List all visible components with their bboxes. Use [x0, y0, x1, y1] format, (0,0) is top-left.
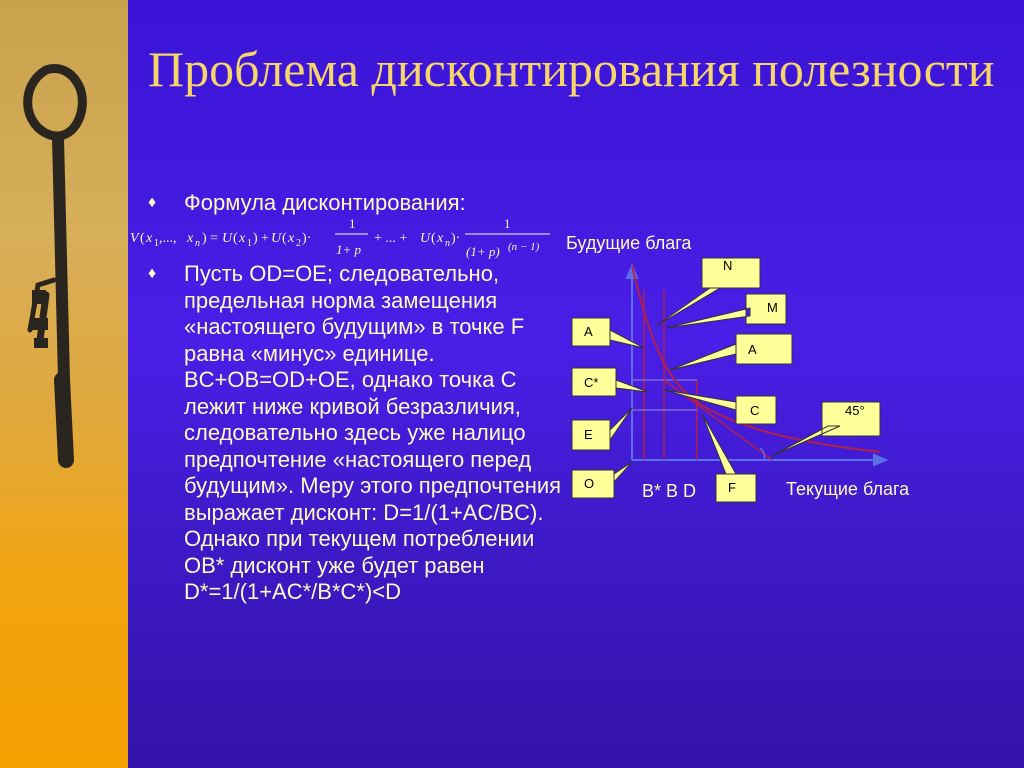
svg-text:(: ( — [140, 231, 145, 246]
callout-A-left — [572, 318, 644, 348]
svg-text:x: x — [187, 231, 194, 246]
discount-formula — [128, 214, 558, 262]
svg-text:+ ... +: + ... + — [374, 231, 408, 246]
svg-text:x: x — [239, 231, 246, 246]
callout-A-right — [670, 334, 792, 370]
key-icon — [0, 0, 128, 768]
svg-text:2: 2 — [296, 238, 301, 249]
slide-title: Проблема дисконтирования полезности — [148, 41, 995, 97]
bullet-text: Пусть OD=OE; следовательно, предельная норма замещения «настоящего будущим» в точке F равна «минус» единице. BC+OB=OD+OE, однако точка C лежит ниже кривой безразличия, следовательно здесь уже налицо предпочтение «настоящего перед будущим». Меру этого предпочтения выражает дисконт: D=1/(1+AC/BC). Однако при текущем потреблении OB* дисконт уже будет равен D*=1/(1+AC*/B*C*)<D — [184, 261, 562, 604]
callout-E — [572, 408, 632, 450]
formula-V: V — [130, 231, 139, 246]
x-axis-label: Текущие блага — [786, 479, 910, 499]
y-axis-label: Будущие блага — [566, 233, 692, 253]
svg-text:U: U — [420, 231, 431, 246]
label-A-right: A — [748, 342, 757, 357]
svg-text:,...,: ,..., — [159, 231, 177, 246]
svg-text:1: 1 — [349, 216, 356, 231]
x-axis-points: B* B D — [642, 481, 697, 501]
svg-text:(: ( — [282, 231, 287, 246]
svg-text:1: 1 — [247, 238, 252, 249]
label-C: C — [750, 403, 760, 418]
label-M: M — [767, 300, 778, 315]
svg-text:1+ p: 1+ p — [336, 242, 362, 257]
label-Cstar: C* — [584, 375, 599, 390]
svg-text:)·: )· — [451, 231, 461, 246]
svg-text:(1+ p): (1+ p) — [466, 244, 500, 259]
svg-text:(: ( — [431, 231, 436, 246]
svg-text:(n − 1): (n − 1) — [508, 241, 540, 253]
svg-text:U: U — [271, 231, 282, 246]
bullet-text: Формула дисконтирования: — [184, 190, 466, 215]
indifference-curve-diagram — [560, 230, 960, 520]
decorative-side-panel — [0, 0, 128, 768]
svg-text:U: U — [222, 231, 233, 246]
angle-arc — [760, 448, 765, 460]
label-E: E — [584, 427, 593, 442]
svg-text:=: = — [210, 231, 218, 246]
svg-text:x: x — [437, 231, 444, 246]
svg-text:x: x — [288, 231, 295, 246]
svg-text:): ) — [253, 231, 258, 246]
label-O: O — [584, 476, 595, 491]
svg-text:): ) — [202, 231, 207, 246]
guide-lines — [632, 290, 697, 460]
svg-text:1: 1 — [504, 216, 511, 231]
label-45-degrees: 45° — [845, 403, 865, 418]
svg-text:)·: )· — [302, 231, 312, 246]
svg-text:1: 1 — [154, 238, 159, 249]
label-F: F — [728, 480, 736, 495]
svg-text:n: n — [445, 238, 450, 249]
svg-text:(: ( — [233, 231, 238, 246]
label-A-left: A — [584, 324, 593, 339]
diamond-bullet-icon: ♦ — [148, 265, 157, 282]
svg-text:+: + — [261, 231, 269, 246]
diamond-bullet-icon: ♦ — [148, 194, 157, 211]
formula-x1: x — [146, 231, 153, 246]
callout-O — [572, 462, 632, 498]
svg-text:n: n — [195, 238, 200, 249]
label-N: N — [723, 258, 733, 273]
